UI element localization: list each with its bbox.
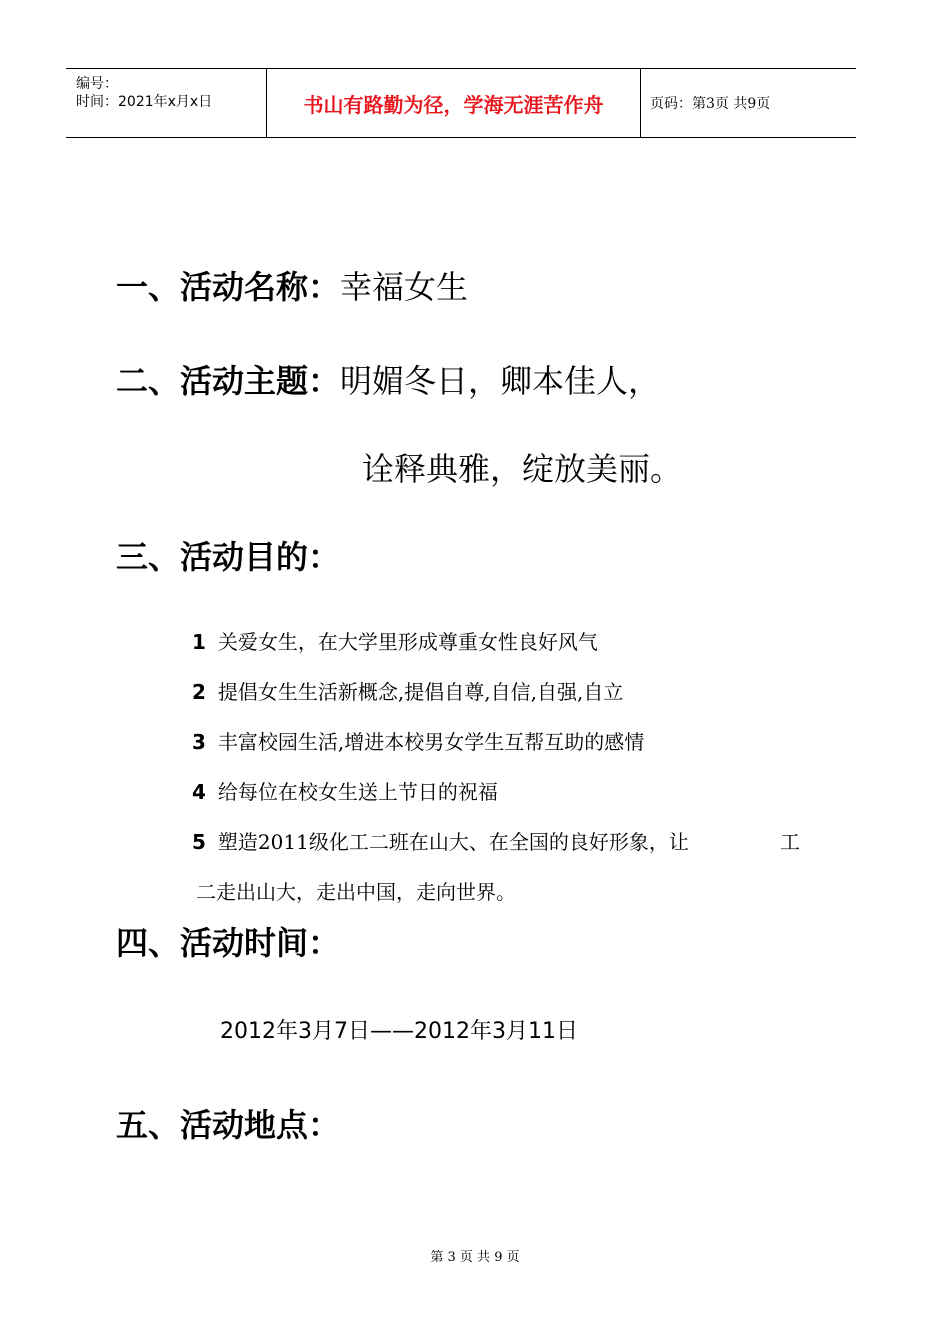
list-item: 3 丰富校园生活,增进本校男女学生互帮互助的感情 [192, 730, 645, 754]
section-activity-name [116, 262, 468, 308]
page-footer: 第 3 页 共 9 页 [430, 1250, 520, 1265]
list-item: 1 关爱女生，在大学里形成尊重女性良好风气 [192, 630, 598, 654]
list-item: 5 塑造2011级化工二班在山大、在全国的良好形象，让 [192, 830, 689, 854]
header-left-cell [66, 69, 267, 137]
activity-time-range: 2012年3月7日——2012年3月11日 [220, 1019, 578, 1044]
section-value: 明媚冬日，卿本佳人， [340, 362, 661, 400]
section-label: 五、活动地点： [116, 1106, 341, 1144]
section-activity-location [116, 1100, 340, 1146]
section-activity-theme [116, 356, 660, 402]
document-number: 编号： [76, 76, 118, 92]
section-label: 四、活动时间： [116, 924, 341, 962]
section-label: 一、活动名称： [116, 268, 341, 306]
header-motto-cell [267, 69, 641, 137]
list-item: 4 给每位在校女生送上节日的祝福 [192, 780, 498, 804]
list-item-tail: 工 [780, 830, 800, 854]
list-item-continuation: 二走出山大，走出中国，走向世界。 [196, 880, 516, 904]
theme-continuation: 诠释典雅，绽放美丽。 [362, 450, 683, 488]
header-page-cell [650, 69, 856, 137]
list-item: 2 提倡女生生活新概念,提倡自尊,自信,自强,自立 [192, 680, 624, 704]
section-activity-purpose [116, 532, 340, 578]
document-date: 时间：2021年x月x日 [76, 94, 213, 110]
section-activity-time [116, 918, 340, 964]
header-table [66, 68, 856, 138]
section-label: 三、活动目的： [116, 538, 341, 576]
motto-text: 书山有路勤为径，学海无涯苦作舟 [303, 92, 604, 117]
section-label: 二、活动主题： [116, 362, 341, 400]
section-value: 幸福女生 [340, 268, 469, 306]
page-info: 页码：第3页 共9页 [650, 96, 771, 112]
